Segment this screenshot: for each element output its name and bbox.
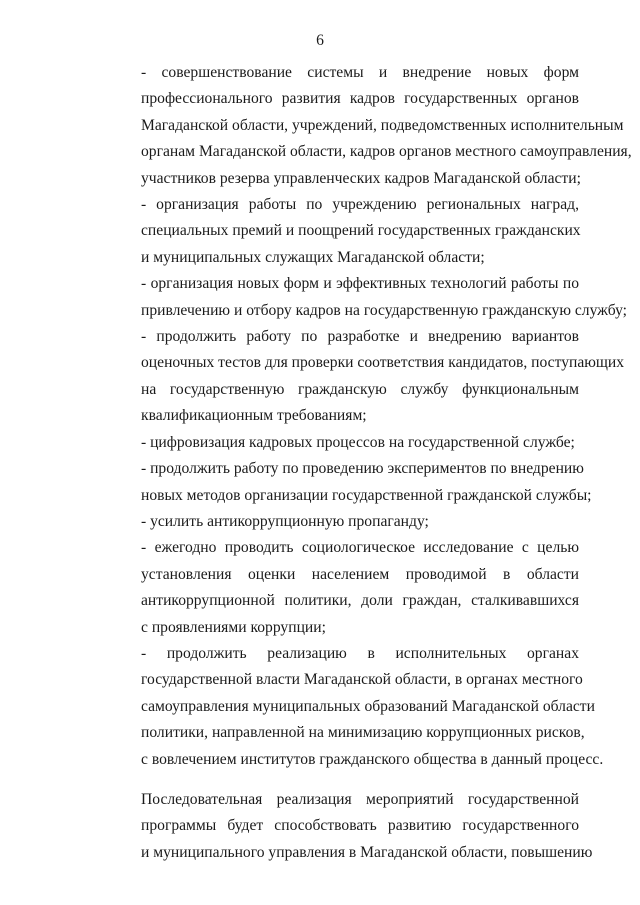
document-body bbox=[103, 60, 632, 866]
paragraph bbox=[103, 271, 628, 324]
text-line: - ежегодно проводить социологическое исследование с целью bbox=[141, 539, 579, 557]
text-line: органам Магаданской области, кадров органов местного самоуправления, bbox=[141, 143, 632, 161]
text-line: Последовательная реализация мероприятий государственной bbox=[141, 790, 579, 808]
paragraph bbox=[103, 192, 579, 271]
paragraph bbox=[103, 324, 625, 430]
text-line: антикоррупционной политики, доли граждан, сталкивавшихся bbox=[141, 592, 579, 610]
paragraph bbox=[103, 60, 632, 192]
paragraph bbox=[103, 787, 593, 866]
text-line: - совершенствование системы и внедрение новых форм bbox=[141, 64, 579, 81]
text-line: программы будет способствовать развитию государственного bbox=[141, 817, 579, 835]
page-number: 6 bbox=[316, 32, 324, 49]
paragraph bbox=[103, 430, 579, 456]
text-line: привлечению и отбору кадров на государственную гражданскую службу; bbox=[141, 301, 628, 319]
text-line: специальных премий и поощрений государственных гражданских bbox=[141, 222, 581, 240]
text-line: профессионального развития кадров государственных органов bbox=[141, 90, 579, 108]
text-line: новых методов организации государственной гражданской службы; bbox=[141, 486, 592, 504]
text-line: с вовлечением институтов гражданского общества в данный процесс. bbox=[141, 750, 604, 768]
text-line: Магаданской области, учреждений, подведомственных исполнительным bbox=[141, 116, 624, 134]
text-line: самоуправления муниципальных образований Магаданской области bbox=[141, 697, 595, 715]
text-line: - продолжить реализацию в исполнительных органах bbox=[141, 644, 579, 662]
paragraph bbox=[103, 509, 579, 535]
text-line: государственной власти Магаданской области, в органах местного bbox=[141, 671, 583, 689]
paragraph bbox=[103, 456, 592, 509]
text-line: - цифровизация кадровых процессов на государственной службе; bbox=[141, 433, 575, 451]
text-line: участников резерва управленческих кадров Магаданской области; bbox=[141, 169, 581, 187]
text-line: и муниципального управления в Магаданской области, повышению bbox=[141, 843, 593, 861]
text-line: на государственную гражданскую службу функциональным bbox=[141, 380, 579, 398]
text-line: с проявлениями коррупции; bbox=[141, 618, 326, 636]
text-line: - усилить антикоррупционную пропаганду; bbox=[141, 512, 429, 530]
text-line: - продолжить работу по проведению экспериментов по внедрению bbox=[141, 460, 584, 478]
text-line: оценочных тестов для проверки соответствия кандидатов, поступающих bbox=[141, 354, 625, 372]
text-line: политики, направленной на минимизацию коррупционных рисков, bbox=[141, 724, 585, 742]
text-line: квалификационным требованиям; bbox=[141, 407, 367, 425]
text-line: - организация работы по учреждению региональных наград, bbox=[141, 196, 579, 214]
paragraph bbox=[103, 535, 579, 641]
text-line: - продолжить работу по разработке и внедрению вариантов bbox=[141, 328, 579, 346]
text-line: установления оценки населением проводимой в области bbox=[141, 565, 579, 583]
paragraph bbox=[103, 641, 604, 773]
text-line: и муниципальных служащих Магаданской области; bbox=[141, 248, 485, 266]
text-line: - организация новых форм и эффективных технологий работы по bbox=[141, 275, 579, 293]
